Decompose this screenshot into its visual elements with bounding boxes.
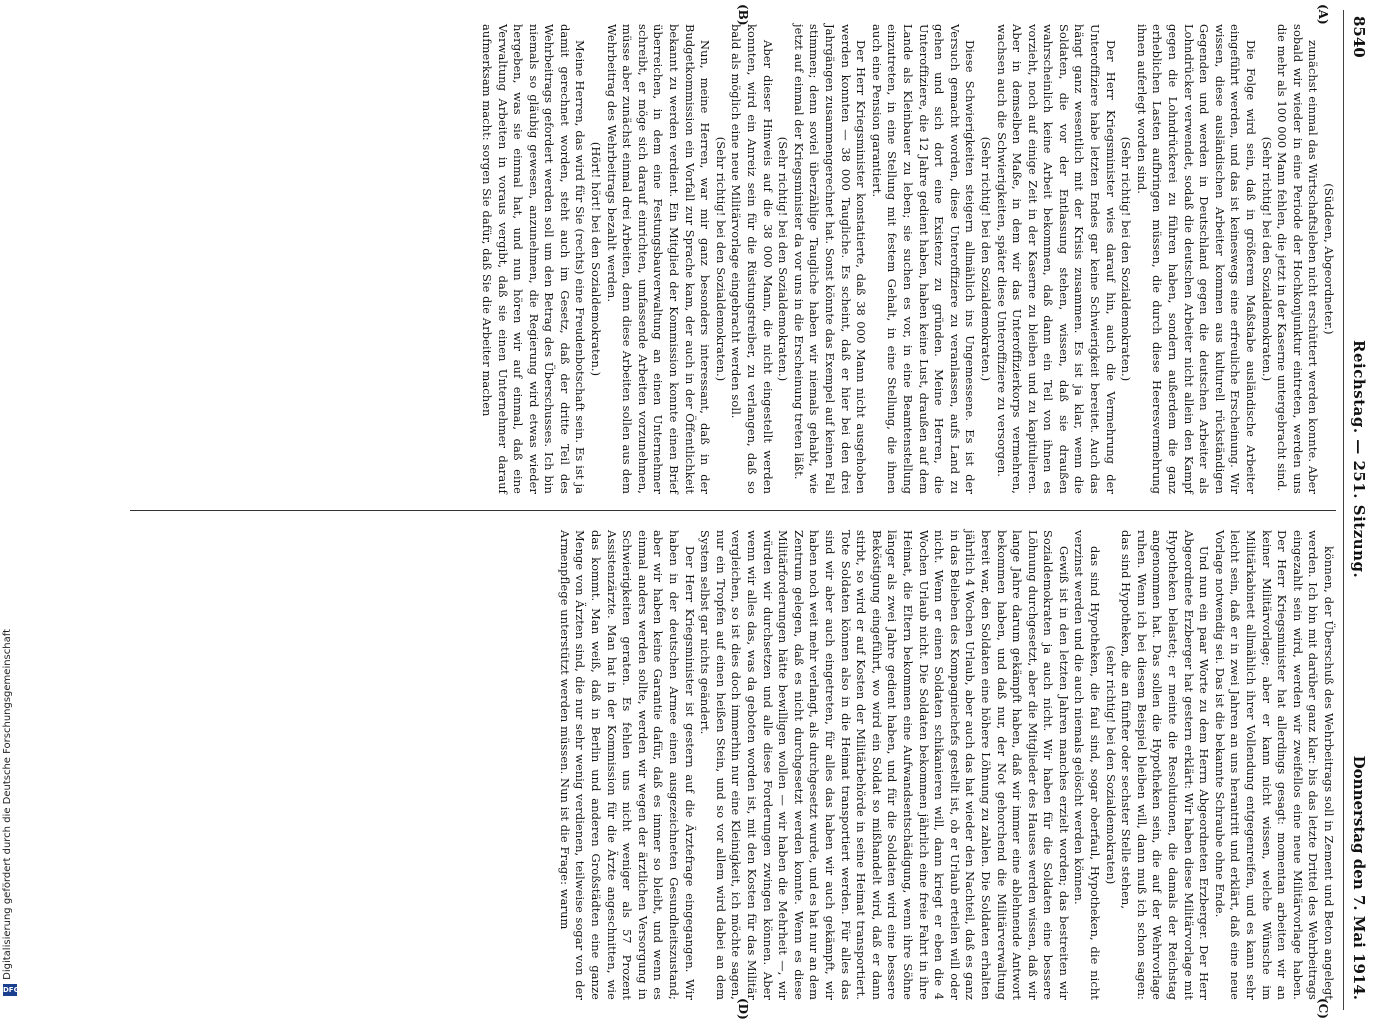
paragraph: Und nun ein paar Worte zu dem Herrn Abgeordneten Erzberger. Der Herr Abgeordnete Erzberger hat gestern erklärt: Wir haben diese Militärvorlage mit Hypotheken belastet; er meinte die Resolutionen, die damals der Reichstag angenommen hat. Das sollen die Hypotheken sein, die auf der Wehrvorlage ruhen. Wenn ich bei diesem Beispiel bleiben will, dann muß ich schon sagen: das sind Hypotheken, die an fünfter oder sechster Stelle stehen, <box>1119 530 1212 1000</box>
digitization-credit: Digitalisierung gefördert durch die Deutsche Forschungsgemeinschaft <box>2 629 13 980</box>
margin-letter-b: (B) <box>736 4 750 26</box>
paragraph: Nun, meine Herren, war mir ganz besonders interessant, daß in der Budgetkommission ein Vorfall zur Sprache kam, der auch in der Öffentlichkeit bekannt zu werden verdient. Ein Mitglied der Kommission konnte einen Brief überreichen, in dem eine Festungsbauverwaltung an einen Unternehmer schreibt, er möge sich darauf einrichten, umfassende Arbeiten vorzunehmen, müsse aber zunächst einmal drei Arbeiten, denn diese Arbeiten sollen aus dem Wehrbeitrag des Wehrbeitrags bezahlt werden. <box>604 24 713 494</box>
scanned-page <box>60 4 1368 1020</box>
rotated-sheet <box>130 4 1370 1020</box>
interjection: (Süddeen, Abgeordneter.) <box>1322 183 1336 335</box>
interjection: (sehr richtig! bei den Sozialdemokraten) <box>1103 645 1118 885</box>
paragraph: Gewiß ist in den letzten Jahren manches erzielt worden; das bestreiten wir Sozialdemokraten ja auch nicht. Wir haben für die Soldaten eine bessere Löhnung durchgesetzt, aber die Mitglieder des Hauses werden wissen, daß wir lange Jahre darum gekämpft haben, daß wir immer eine ablehnende Antwort bekommen haben, und daß nur, der Not gehorchend die Militärverwaltung bereit war, den Soldaten eine höhere Löhnung zu zahlen. Die Soldaten erhalten jährlich 4 Wochen Urlaub, aber auch das hat wieder den Nachteil, daß es ganz in das Belieben des Kompagniechefs gestellt ist, ob er Urlaub erteilen will oder nicht. Wenn er einen Soldaten schikanieren will, dann kriegt er eben die 4 Wochen Urlaub nicht. Die Soldaten bekommen jährlich eine freie Fahrt in ihre Heimat, die Eltern bekommen eine Aufwandsentschädigung, wenn ihre Söhne länger als zwei Jahre gedient haben, und für die Soldaten wird eine bessere Beköstigung eingeführt, wo wird ein Soldat so mißhandelt wird, daß er dann stirbt, so wird er auf Kosten der Militärbehörde in seine Heimat transportiert. Tote Soldaten können also in die Heimat transportiert werden. Für alles das sind wir aber auch eingetreten, für alles das haben wir auch gekämpft, wir haben noch weit mehr verlangt, als durchgesetzt wurde, und es hat nur an dem Zentrum gelegen, daß es nicht durchgesetzt werden konnte. Wenn es diese Militärforderungen hätte bewilligen wollen — wir haben die Mehrheit —, wir würden wir durchsetzen und alle diese Forderungen zwingen können. Aber wenn wir alles das, was da geboten worden ist, mit den Kosten für das Militär vergleichen, so ist dies doch immerhin nur eine Kleinigkeit, ich möchte sagen, nur ein Tropfen auf einen heißen Stein, und so vor allem wird dabei an dem System selbst gar nichts geändert. <box>698 530 1071 1000</box>
session-title: Reichstag. — 251. Sitzung. <box>1350 340 1368 579</box>
interjection: (Sehr richtig! bei den Sozialdemokraten.) <box>1119 136 1134 382</box>
page-header <box>1344 10 1370 1010</box>
left-margin-strip <box>0 0 20 1000</box>
paragraph: Der Herr Kriegsminister ist gestern auf die Ärztefrage eingegangen. Wir haben in der deutschen Armee einen ausgezeichneten Gesundheitszustand; aber wir haben keine Garantie dafür, daß es immer so bleibt, und wenn es einmal anders werden sollte, werden wir wegen der ärztlichen Versorgung in Schwierigkeiten geraten. Es fehlen uns nicht weniger als 57 Prozent Assistenzärzte. Man hat in der Kommission für die Ärzte angeschnitten, wie das kommt. Man weiß, daß in Berlin und anderen Großstädten eine ganze Menge von Ärzten sind, die nur sehr wenig verdienen, teilweise sogar von der Armenpflege unterstützt werden müssen. Nun ist die Frage: warum <box>557 530 697 1000</box>
header-rule <box>1343 10 1344 1010</box>
paragraph: Meine Herren, das wird für Sie (rechts) eine Freudenbotschaft sein. Es ist ja damit gerechnet worden, steht auch im Gesetz, daß der dritte Teil des Wehrbeitrags gefordert werden soll um den Betrag des Überschusses. Ich bin niemals so gläubig gewesen, anzunehmen, die Regierung wird etwas wieder hergeben, was sie einmal hat, und nun hören wir auf einmal, daß eine Verwaltung Arbeiten in voraus vergibt, daß sie einen Unternehmer darauf aufmerksam macht: sorgen Sie dafür, daß Sie die Arbeiter machen <box>479 24 588 494</box>
dfg-logo: DFG <box>3 986 20 994</box>
paragraph: Der Herr Kriegsminister konstatierte, daß 38 000 Mann nicht ausgehoben werden konnten — 38 000 Taugliche. Es scheint, daß er hier bei den drei Jahrgängen zusammengerechnet hat. Sonst könnte das Exempel auf keinen Fall stimmen; denn soviel überzählige Taugliche haben wir niemals gehabt, wie jetzt auf einmal der Kriegsminister da vor uns in die Erscheinung treten läßt. <box>791 24 869 494</box>
margin-letter-c: (C) <box>1316 998 1330 1019</box>
interjection: (Sehr richtig! bei den Sozialdemokraten.) <box>978 136 993 382</box>
interjection: (Sehr richtig! bei den Sozialdemokraten.) <box>713 136 728 382</box>
page-number: 8540 <box>1350 16 1368 58</box>
left-column <box>130 24 1336 494</box>
column-divider <box>130 510 1336 511</box>
interjection: (Sehr richtig! bei den Sozialdemokraten.) <box>776 136 791 382</box>
right-column <box>130 530 1336 1000</box>
paragraph: können, der Überschuß des Wehrbeitrags soll in Zement und Beton angelegt werden. Ich bin mit darüber ganz klar: bis das letzte Drittel des Wehrbeitrags eingezahlt sein wird, werden wir zweifellos eine neue Militärvorlage haben. Der Herr Kriegsminister hat allerdings gesagt: momentan arbeiten wir an keiner Militärvorlage; aber er kann nicht wissen, welche Wünsche im Militärkabinett allmählich ihrer Vollendung entgegenreifen, und es kann sehr leicht sein, daß er in zwei Jahren an uns herantritt und erklärt, daß eine neue Vorlage notwendig sei. Das ist die bekannte Schraube ohne Ende. <box>1212 530 1336 1000</box>
paragraph: Aber dieser Hinweis auf die 38 000 Mann, die nicht eingestellt werden konnten, wird ein Anreiz sein für die Rüstungstreiber, zu verlangen, daß so bald als möglich eine neue Militärvorlage eingebracht werden soll. <box>729 24 775 494</box>
interjection: (Sehr richtig! bei den Sozialdemokraten.) <box>1259 136 1274 382</box>
interjection: (Hört! hört! bei den Sozialdemokraten.) <box>589 141 604 377</box>
margin-letter-a: (A) <box>1316 4 1330 25</box>
session-date: Donnerstag den 7. Mai 1914. <box>1350 755 1368 1000</box>
paragraph: Die Folge wird sein, daß in größerem Maßstabe ausländische Arbeiter eingeführt werden, und das ist keineswegs eine erfreuliche Erscheinung. Wir wissen, diese ausländischen Arbeiter kommen aus kulturell rückständigen Gegenden und werden in Deutschland gegen die deutschen Arbeiter als Lohndrücker verwendet, sodaß die deutschen Arbeiter nicht allein den Kampf gegen die Lohndrückerei zu führen haben, sondern außerdem die ganz erheblichen Lasten aufbringen müssen, die durch diese Heeresvermehrung ihnen auferlegt worden sind. <box>1134 24 1259 494</box>
paragraph: das sind Hypotheken, die faul sind, sogar oberfaul, Hypotheken, die nicht verzinst werden und die auch niemals gelöscht werden können. <box>1072 530 1103 1000</box>
paragraph: Der Herr Kriegsminister wies darauf hin, auch die Vermehrung der Unteroffiziere habe letzten Endes gar keine Schwierigkeit bereitet. Auch das hängt ganz wesentlich mit der Krisis zusammen. Es ist ja klar, wenn die Soldaten, die vor der Entlassung stehen, wissen, daß sie draußen wahrscheinlich keine Arbeit bekommen, daß dann ein Teil von ihnen es vorzieht, noch auf einige Zeit in der Kaserne zu bleiben und zu kapitulieren. Aber in demselben Maße, in dem wir das Unteroffizierkorps vermehren, wachsen auch die Schwierigkeiten, später diese Unteroffiziere zu versorgen. <box>994 24 1118 494</box>
paragraph: Diese Schwierigkeiten steigern allmählich ins Ungemessene. Es ist der Versuch gemacht worden, diese Unteroffiziere zu veranlassen, aufs Land zu gehen und sich dort eine Existenz zu gründen. Meine Herren, die Unteroffiziere, die 12 Jahre gedient haben, haben keine Lust, draußen auf dem Lande als Kleinbauer zu leben; sie suchen es vor, in eine Beamtenstellung einzutreten, in eine Stellung mit festem Gehalt, in eine Stellung, die ihnen auch eine Pension garantiert. <box>869 24 978 494</box>
paragraph: zunächst einmal das Wirtschaftsleben nicht erschüttert werden konnte. Aber sobald wir wieder in eine Periode der Hochkonjunktur eintreten, werden uns die mehr als 100 000 Mann fehlen, die jetzt in der Kaserne untergebracht sind. <box>1275 24 1321 494</box>
margin-letter-d: (D) <box>736 998 750 1020</box>
